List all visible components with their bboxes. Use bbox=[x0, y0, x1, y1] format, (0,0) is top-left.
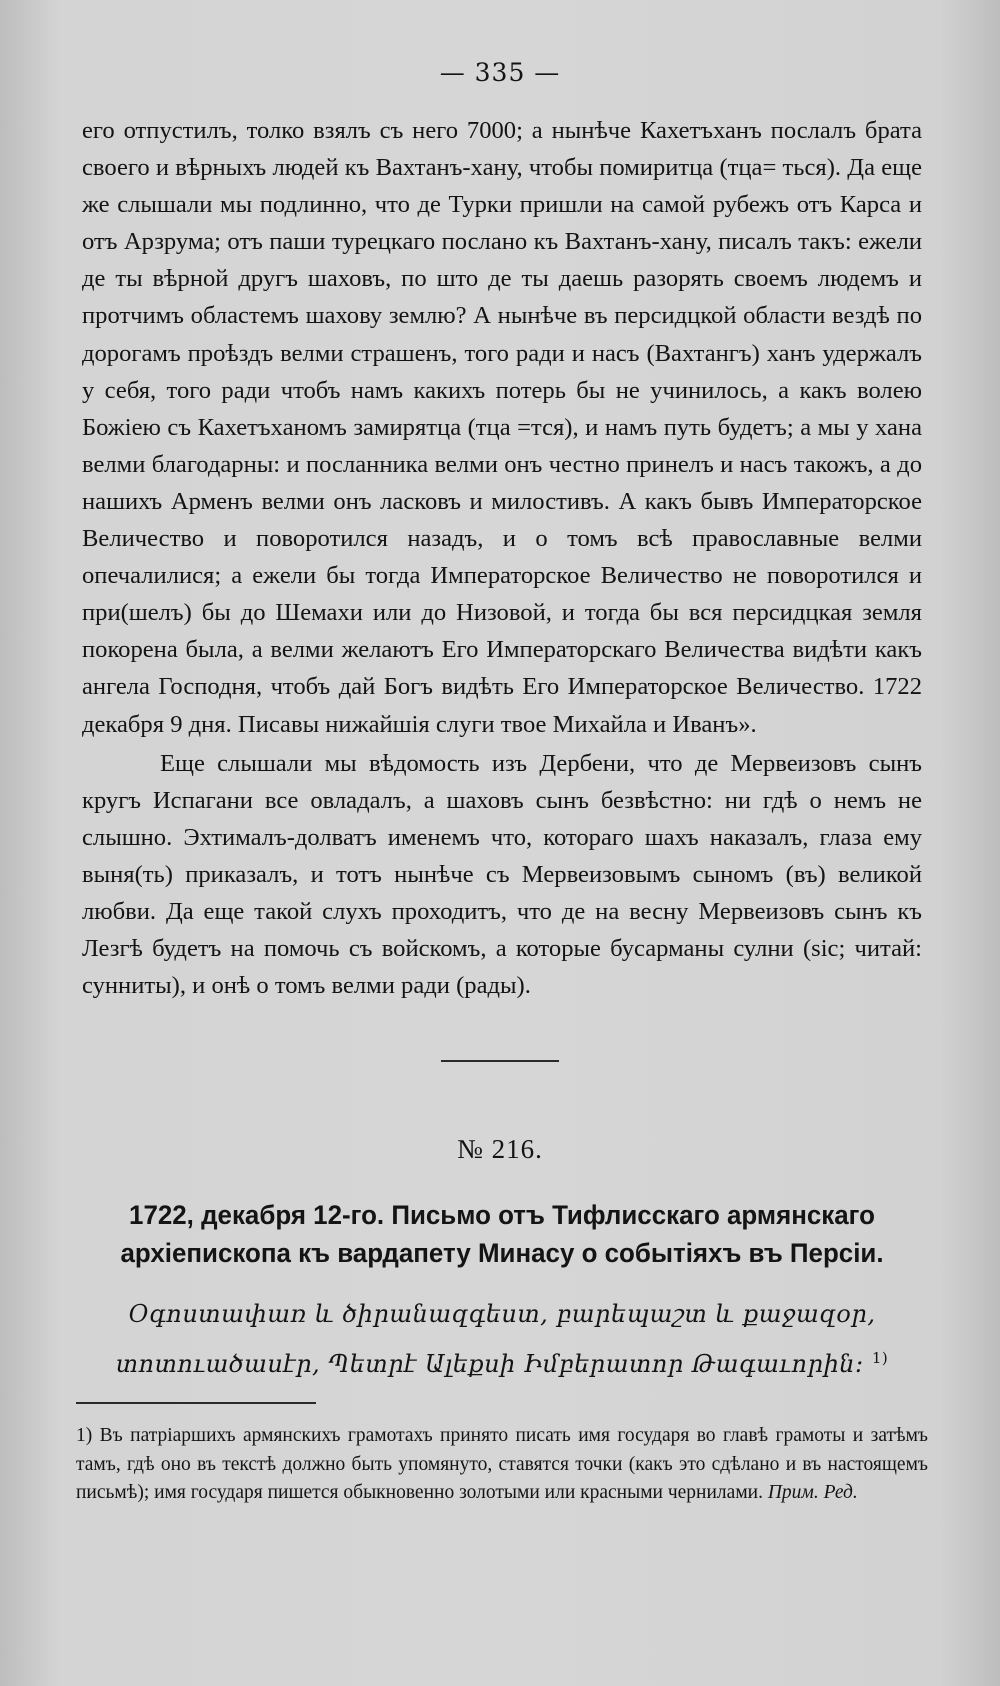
footnote-divider bbox=[76, 1402, 316, 1404]
footnote-reference: 1) bbox=[871, 1349, 889, 1367]
armenian-salutation bbox=[76, 1292, 928, 1386]
footnote-text: Въ патріаршихъ армянскихъ грамотахъ принято писать имя государя во главѣ грамоты и затѣмъ тамъ, гдѣ оно въ текстѣ должно быть упомянуто, ставятся точки (какъ это сдѣлано и въ настоящемъ письмѣ); имя государя пишется обыкновенно золотыми или красными чернилами. bbox=[76, 1425, 929, 1503]
page-number: — 335 — bbox=[439, 58, 561, 87]
editor-note: Прим. Ред. bbox=[767, 1482, 858, 1503]
paragraph-news: Еще слышали мы вѣдомость изъ Дербени, что де Мервеизовъ сынъ кругъ Испагани все овладалъ, а шаховъ сынъ безвѣстно: ни гдѣ о немъ не слышно. Эхтималъ-долватъ именемъ что, котораго шахъ наказалъ, глаза ему выня(ть) приказалъ, и тотъ нынѣче съ Мервеизовымъ сыномъ (въ) великой любви. Да еще такой слухъ проходитъ, что де на весну Мервеизовъ сынъ къ Лезгѣ будетъ на помочь съ войскомъ, а которые бусарманы сулни (sic; читай: сунниты), и онѣ о томъ велми ради (рады). bbox=[82, 749, 922, 1000]
armenian-text: Օգոստափառ և ծիրանազգեստ, բարեպաշտ և քաջազօր, տոտուածասէր, Պետրէ Ալեքսի Իմբերատոր Թագաւորին։ bbox=[115, 1300, 876, 1378]
footnote-marker: 1) bbox=[76, 1425, 93, 1446]
document-number: № 216. bbox=[457, 1134, 543, 1164]
paragraph-continued: его отпустилъ, толко взялъ съ него 7000; а нынѣче Кахетъханъ послалъ брата своего и вѣрныхъ людей къ Вахтанъ-хану, чтобы помиритца (тца= ться). Да еще же слышали мы подлинно, что де Турки пришли на самой рубежъ отъ Карса и отъ Арзрума; отъ паши турецкаго послано къ Вахтанъ-хану, писалъ такъ: ежели де ты вѣрной другъ шаховъ, по што де ты даешь разорять своемъ людемъ и протчимъ областемъ шахову землю? А нынѣче въ персидцкой области вездѣ по дорогамъ проѣздъ велми страшенъ, того ради и насъ (Вахтангъ) ханъ удержалъ у себя, того ради чтобъ намъ какихъ потерь бы не учинилось, а какъ волею Божіею съ Кахетъханомъ замирятца (тца =тся), и намъ путь будетъ; а мы у хана велми благодарны: и посланника велми онъ честно принелъ и насъ такожъ, а до нашихъ Арменъ велми онъ ласковъ и милостивъ. А какъ бывъ Императорское Величество и поворотился назадъ, и о томъ всѣ православные велми опечалилися; а ежели бы тогда Императорское Величество не поворотился и при(шелъ) бы до Шемахи или до Низовой, и тогда бы вся персидцкая земля покорена была, а велми желаютъ Его Императорскаго Величества видѣти какъ ангела Господня, чтобъ дай Богъ видѣть Его Императорское Величество. 1722 декабря 9 дня. Писавы нижайшія слуги твое Михайла и Иванъ». bbox=[82, 117, 922, 738]
footnote bbox=[76, 1422, 928, 1508]
document-heading: 1722, декабря 12-го. Письмо отъ Тифлисскаго армянскаго архіепископа къ вардапету Минасу о событіяхъ въ Персіи. bbox=[120, 1200, 884, 1268]
section-divider bbox=[441, 1060, 559, 1062]
body-text bbox=[82, 112, 922, 1004]
